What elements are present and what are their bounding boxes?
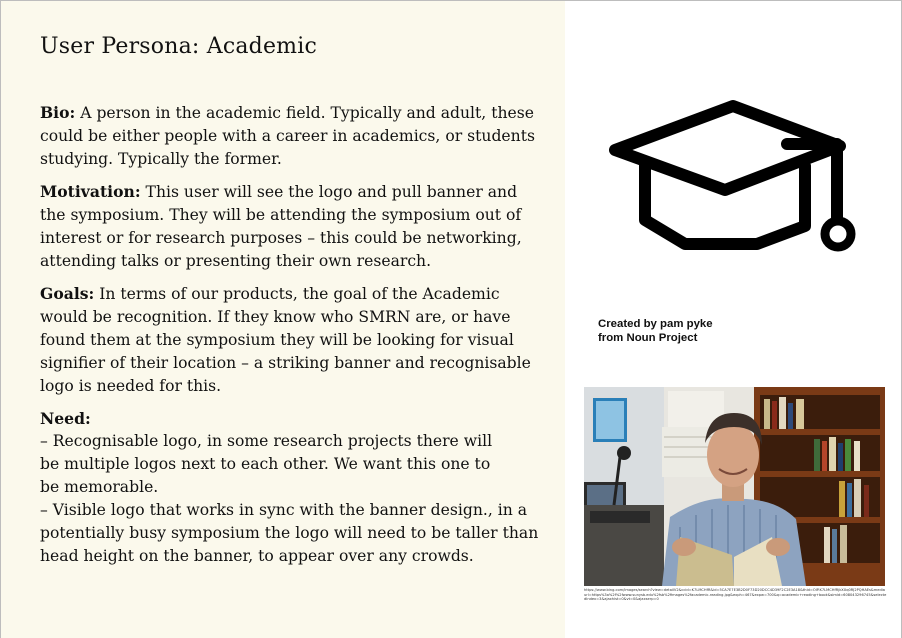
goals-text: In terms of our products, the goal of the Academic would be recognition. If they know who SMRN are, or have found them at the symposium they will be looking for visual signifier of their location – a striking banner and recognisable logo is needed for this.	[40, 285, 531, 395]
bio-label: Bio:	[40, 103, 76, 122]
need-label: Need:	[40, 409, 91, 428]
need-item-2: – Visible logo that works in sync with the banner design., in a potentially busy symposium the logo will need to be taller than head height on the banner, to appear over any crowds.	[40, 501, 539, 565]
need-item-1-line-3: be memorable.	[40, 478, 159, 496]
goals-label: Goals:	[40, 284, 95, 303]
motivation-label: Motivation:	[40, 182, 141, 201]
persona-content	[40, 101, 540, 577]
bio-section	[40, 101, 540, 171]
page-title: User Persona: Academic	[40, 34, 317, 59]
icon-credit-line-2: from Noun Project	[598, 332, 698, 344]
bio-text: A person in the academic field. Typically and adult, these could be either people with a career in academics, or students studying. Typically the former.	[40, 104, 535, 168]
graduation-cap-icon	[605, 98, 865, 258]
photo-source-caption: https://www.bing.com/images/search?view=detailV2&ccid=K7LMCHfR&id=5CA7E7E3B2D0F73D20DCC4D39F2C2E3A18&thid=OIP.K7LMCHfRjkXXq0RJ2PQHAEs&mediaurl=https%3a%2f%2fwww.sunysb.edu%2fsb%2fimages%2facademic-reading.jpg&exph=467&expw=700&q=academic+reading+book&simid=608043296745&selectedIndex=3&ajaxhist=0&vt=0&ajaxserp=0	[584, 588, 887, 602]
icon-credit	[598, 317, 713, 345]
academic-reading-book-photo	[584, 387, 885, 586]
motivation-text: This user will see the logo and pull banner and the symposium. They will be attending the symposium out of interest or for research purposes – this could be networking, attending talks or presenting their own research.	[40, 183, 522, 270]
goals-section	[40, 282, 540, 398]
motivation-section	[40, 180, 540, 273]
need-item-1-line-2: be multiple logos next to each other. We want this one to	[40, 455, 491, 473]
need-item-1-line-1: – Recognisable logo, in some research projects there will	[40, 432, 493, 450]
icon-credit-line-1: Created by pam pyke	[598, 318, 713, 330]
need-section	[40, 407, 540, 568]
